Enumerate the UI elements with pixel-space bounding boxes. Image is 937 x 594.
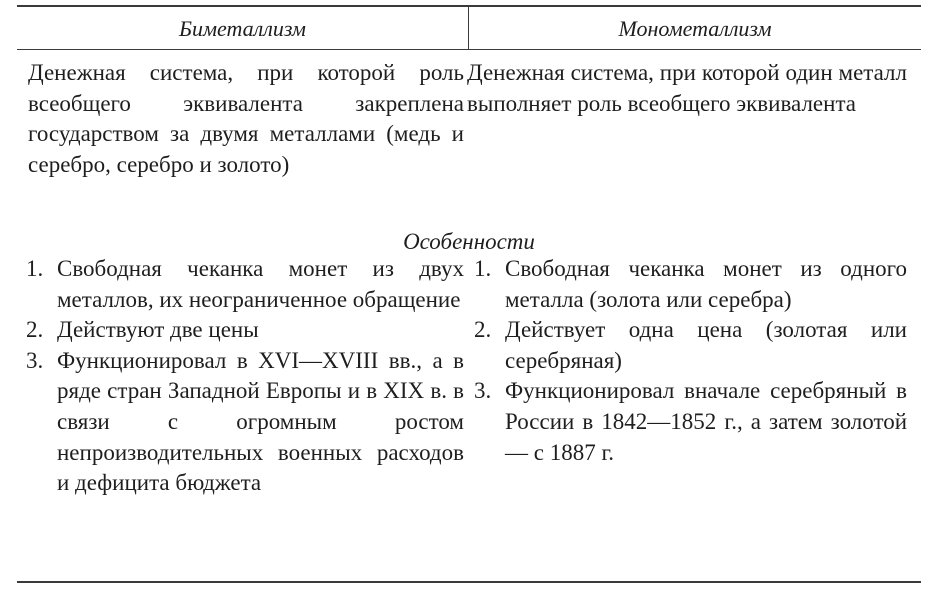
item-text: Функционировал в XVI—XVIII вв., а в ряде стран Западной Европы и в XIX в. в связи с огромным ростом непроизводительных военных расходов и дефицита бюджета <box>57 347 464 496</box>
item-text: Свободная чеканка монет из двух металлов, их неограниченное обращение <box>57 256 464 312</box>
item-number: 2. <box>474 317 492 343</box>
list-item <box>474 376 907 468</box>
item-number: 2. <box>26 317 44 343</box>
column-header-bimetallism: Биметаллизм <box>179 16 306 41</box>
item-number: 1. <box>474 256 492 281</box>
column-header-monometallism: Монометаллизм <box>618 16 772 41</box>
features-list-monometallism <box>474 254 907 468</box>
item-text: Свободная чеканка монет из одного металла (золота или серебра) <box>505 256 907 312</box>
item-text: Действует одна цена (золотая или серебряная) <box>505 317 907 373</box>
list-item <box>26 346 464 499</box>
table-bottom-rule <box>17 581 921 583</box>
item-number: 1. <box>26 256 44 281</box>
list-item <box>26 315 464 346</box>
item-text: Действуют две цены <box>57 317 259 343</box>
item-number: 3. <box>26 347 44 373</box>
list-item <box>474 254 907 315</box>
definition-monometallism: Денежная система, при которой один металл выполняет роль всеобщего эквивалента <box>467 60 907 116</box>
item-text: Функционировал вначале серебряный в России в 1842—1852 г., а затем золотой — с 1887 г. <box>505 378 907 465</box>
list-item <box>474 315 907 376</box>
list-item <box>26 254 464 315</box>
item-number: 3. <box>474 378 492 404</box>
header-rule <box>17 49 921 50</box>
features-list-bimetallism <box>26 254 464 499</box>
definition-bimetallism: Денежная система, при которой роль всеобщего эквивалента закреплена государством за двумя металлами (медь и серебро, серебро и золото) <box>28 60 464 177</box>
table-top-rule <box>17 5 921 7</box>
section-title-features: Особенности <box>403 229 535 254</box>
